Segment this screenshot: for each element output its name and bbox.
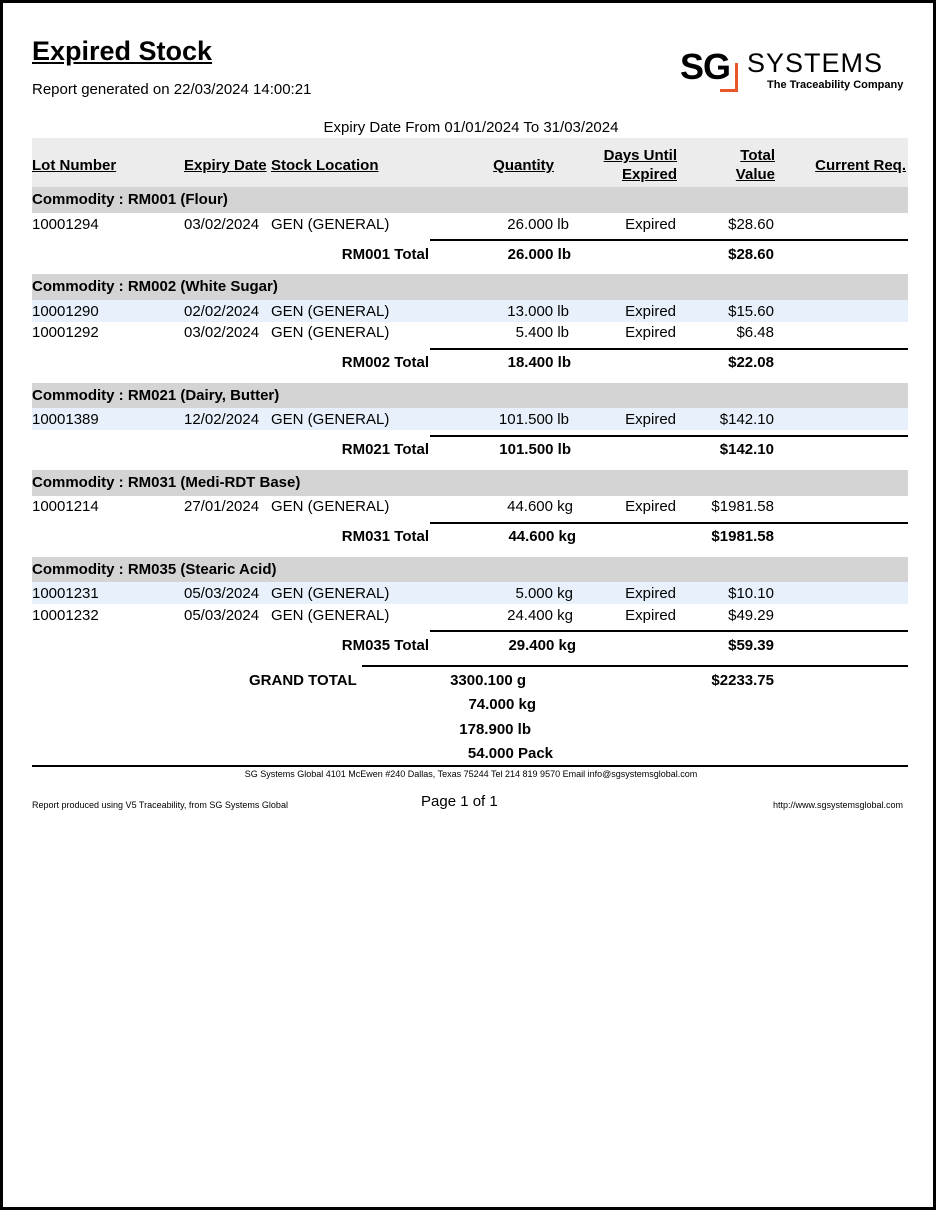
col-header-current-req: Current Req. — [815, 157, 906, 174]
lot-number: 10001294 — [32, 216, 99, 233]
group-total-value: $142.10 — [719, 441, 774, 458]
col-header-days-until-1: Days Until — [603, 147, 677, 164]
group-total-value: $22.08 — [728, 354, 774, 371]
days-until-expired: Expired — [625, 607, 676, 624]
grand-total-quantity-kg: 74.000 kg — [468, 696, 536, 713]
expiry-date: 03/02/2024 — [184, 324, 260, 341]
expiry-date: 05/03/2024 — [184, 607, 260, 624]
grand-total-quantity-lb: 178.900 lb — [459, 721, 531, 738]
stock-location: GEN (GENERAL) — [271, 607, 390, 624]
expiry-date-range: Expiry Date From 01/01/2024 To 31/03/2024 — [323, 119, 619, 136]
col-header-total-value-1: Total — [740, 147, 775, 164]
grand-total-quantity-g: 3300.100 g — [450, 672, 526, 689]
footer-divider — [32, 765, 908, 767]
days-until-expired: Expired — [625, 303, 676, 320]
total-divider — [430, 522, 908, 524]
lot-number: 10001214 — [32, 498, 99, 515]
group-total-quantity: 101.500 lb — [499, 441, 571, 458]
group-total-value: $28.60 — [728, 246, 774, 263]
expiry-date: 12/02/2024 — [184, 411, 260, 428]
quantity: 24.400 kg — [507, 607, 573, 624]
commodity-header: Commodity : RM031 (Medi-RDT Base) — [32, 470, 908, 496]
days-until-expired: Expired — [625, 216, 676, 233]
footer-produced-by: Report produced using V5 Traceability, from SG Systems Global — [32, 800, 288, 810]
col-header-days-until-2: Expired — [621, 166, 677, 183]
group-total-label: RM021 Total — [341, 441, 429, 458]
expiry-date: 03/02/2024 — [184, 216, 260, 233]
grand-total-label: GRAND TOTAL — [249, 672, 357, 689]
report-generated-timestamp: Report generated on 22/03/2024 14:00:21 — [32, 81, 312, 98]
expiry-date: 02/02/2024 — [184, 303, 260, 320]
col-header-stock-location: Stock Location — [271, 157, 379, 174]
total-divider — [430, 348, 908, 350]
logo-systems-text: SYSTEMS — [747, 48, 884, 78]
lot-number: 10001232 — [32, 607, 99, 624]
group-total-value: $59.39 — [728, 637, 774, 654]
stock-location: GEN (GENERAL) — [271, 585, 390, 602]
commodity-header: Commodity : RM021 (Dairy, Butter) — [32, 383, 908, 409]
total-value: $15.60 — [728, 303, 774, 320]
stock-location: GEN (GENERAL) — [271, 216, 390, 233]
group-total-label: RM002 Total — [341, 354, 429, 371]
commodity-header: Commodity : RM002 (White Sugar) — [32, 274, 908, 300]
total-value: $49.29 — [728, 607, 774, 624]
days-until-expired: Expired — [625, 411, 676, 428]
footer-address: SG Systems Global 4101 McEwen #240 Dallas, Texas 75244 Tel 214 819 9570 Email info@sgsystemsglobal.com — [244, 769, 698, 779]
quantity: 26.000 lb — [507, 216, 569, 233]
grand-total-quantity-pack: 54.000 Pack — [467, 745, 553, 762]
footer-website-link[interactable]: http://www.sgsystemsglobal.com — [772, 800, 903, 810]
stock-location: GEN (GENERAL) — [271, 411, 390, 428]
total-divider — [430, 435, 908, 437]
quantity: 5.000 kg — [515, 585, 573, 602]
stock-location: GEN (GENERAL) — [271, 324, 390, 341]
total-divider — [430, 239, 908, 241]
expiry-date: 05/03/2024 — [184, 585, 260, 602]
commodity-header: Commodity : RM001 (Flour) — [32, 187, 908, 213]
report-title: Expired Stock — [32, 36, 213, 66]
quantity: 44.600 kg — [507, 498, 573, 515]
grand-total-value: $2233.75 — [711, 672, 774, 689]
group-total-quantity: 18.400 lb — [507, 354, 571, 371]
page-number: Page 1 of 1 — [421, 793, 498, 810]
days-until-expired: Expired — [625, 585, 676, 602]
stock-location: GEN (GENERAL) — [271, 498, 390, 515]
lot-number: 10001231 — [32, 585, 99, 602]
total-value: $28.60 — [728, 216, 774, 233]
col-header-quantity: Quantity — [493, 157, 554, 174]
group-total-quantity: 29.400 kg — [508, 637, 576, 654]
total-divider — [430, 630, 908, 632]
group-total-value: $1981.58 — [711, 528, 774, 545]
quantity: 13.000 lb — [507, 303, 569, 320]
days-until-expired: Expired — [625, 498, 676, 515]
logo-tagline: The Traceability Company — [767, 79, 904, 91]
total-value: $10.10 — [728, 585, 774, 602]
total-value: $1981.58 — [711, 498, 774, 515]
expiry-date: 27/01/2024 — [184, 498, 260, 515]
stock-location: GEN (GENERAL) — [271, 303, 390, 320]
group-total-label: RM001 Total — [341, 246, 429, 263]
grand-total-divider — [362, 665, 908, 667]
lot-number: 10001389 — [32, 411, 99, 428]
logo-bracket-icon — [720, 63, 738, 92]
group-total-label: RM031 Total — [341, 528, 429, 545]
quantity: 5.400 lb — [515, 324, 569, 341]
col-header-total-value-2: Value — [735, 166, 775, 183]
group-total-label: RM035 Total — [341, 637, 429, 654]
lot-number: 10001292 — [32, 324, 99, 341]
total-value: $142.10 — [719, 411, 774, 428]
total-value: $6.48 — [736, 324, 774, 341]
col-header-expiry-date: Expiry Date — [184, 157, 267, 174]
group-total-quantity: 44.600 kg — [508, 528, 576, 545]
col-header-lot-number: Lot Number — [32, 157, 117, 174]
commodity-header: Commodity : RM035 (Stearic Acid) — [32, 557, 908, 583]
days-until-expired: Expired — [625, 324, 676, 341]
company-logo — [680, 48, 905, 98]
group-total-quantity: 26.000 lb — [507, 246, 571, 263]
lot-number: 10001290 — [32, 303, 99, 320]
quantity: 101.500 lb — [498, 411, 569, 428]
logo-sg-text: SG — [680, 46, 731, 87]
